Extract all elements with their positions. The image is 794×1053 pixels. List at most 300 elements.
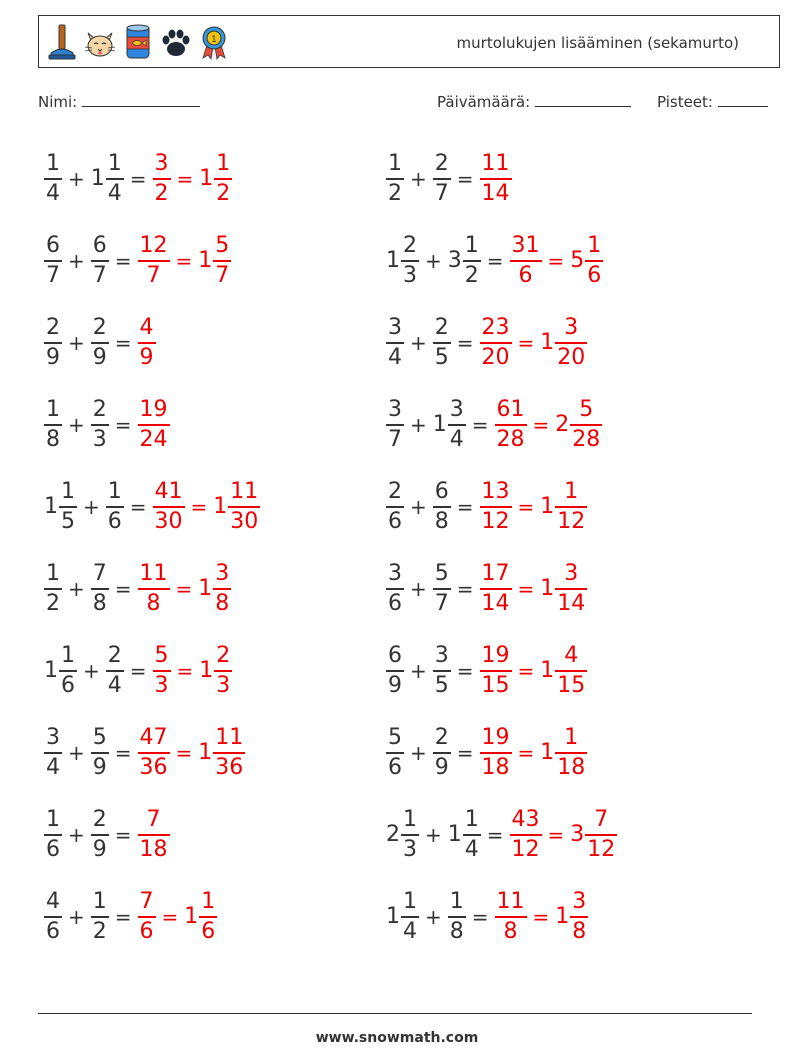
denominator: 18 bbox=[481, 754, 510, 780]
denominator: 2 bbox=[46, 590, 60, 616]
numerator: 19 bbox=[481, 725, 510, 751]
fraction bbox=[44, 891, 62, 942]
fraction bbox=[138, 317, 156, 368]
denominator: 24 bbox=[139, 426, 168, 452]
fraction bbox=[510, 809, 542, 860]
denominator: 8 bbox=[46, 426, 60, 452]
plus-sign: + bbox=[425, 249, 442, 273]
equals-sign: = bbox=[547, 248, 565, 273]
denominator: 6 bbox=[107, 508, 122, 534]
denominator: 9 bbox=[434, 754, 449, 780]
addend bbox=[433, 399, 466, 450]
numerator: 2 bbox=[216, 643, 231, 669]
addend bbox=[91, 563, 109, 614]
fraction bbox=[386, 727, 404, 778]
denominator: 36 bbox=[215, 754, 244, 780]
whole-number: 1 bbox=[555, 904, 570, 930]
addend bbox=[433, 645, 451, 696]
plus-sign: + bbox=[68, 577, 85, 601]
whole-number: 1 bbox=[540, 576, 555, 602]
plunger-icon bbox=[45, 23, 79, 61]
fraction bbox=[214, 153, 232, 204]
denominator: 8 bbox=[215, 590, 230, 616]
denominator: 7 bbox=[92, 262, 107, 288]
addend bbox=[433, 563, 451, 614]
paw-print-icon bbox=[159, 23, 193, 61]
equals-sign: = bbox=[532, 412, 550, 437]
whole-number: 1 bbox=[90, 166, 105, 192]
whole-number: 1 bbox=[540, 330, 555, 356]
mixed-number-answer bbox=[198, 235, 231, 286]
numerator: 5 bbox=[92, 725, 107, 751]
denominator: 30 bbox=[230, 508, 259, 534]
numerator: 1 bbox=[564, 725, 579, 751]
equals-sign: = bbox=[114, 249, 132, 273]
whole-number: 3 bbox=[447, 248, 462, 274]
fraction bbox=[433, 727, 451, 778]
denominator: 6 bbox=[201, 918, 216, 944]
plus-sign: + bbox=[68, 413, 85, 437]
fraction bbox=[44, 563, 62, 614]
denominator: 4 bbox=[46, 180, 60, 206]
problem-row bbox=[44, 548, 260, 630]
equals-sign: = bbox=[129, 495, 147, 519]
fraction bbox=[480, 317, 512, 368]
equals-sign: = bbox=[547, 822, 565, 847]
plus-sign: + bbox=[410, 413, 427, 437]
fraction bbox=[153, 153, 171, 204]
fraction bbox=[386, 481, 404, 532]
mixed-number-answer bbox=[198, 727, 245, 778]
answer bbox=[138, 317, 156, 368]
numerator: 7 bbox=[139, 889, 154, 915]
numerator: 6 bbox=[388, 643, 402, 669]
problem-row bbox=[386, 220, 617, 302]
improper-fraction-answer bbox=[480, 317, 512, 368]
whole-number: 1 bbox=[432, 412, 447, 438]
answer bbox=[138, 809, 170, 860]
equals-sign: = bbox=[114, 331, 132, 355]
fraction bbox=[199, 891, 217, 942]
plus-sign: + bbox=[410, 495, 427, 519]
fraction bbox=[433, 317, 451, 368]
answer bbox=[153, 481, 261, 532]
numerator: 1 bbox=[107, 151, 122, 177]
denominator: 2 bbox=[464, 262, 479, 288]
equals-sign: = bbox=[517, 494, 535, 519]
numerator: 7 bbox=[146, 807, 161, 833]
addend bbox=[386, 235, 419, 286]
denominator: 2 bbox=[216, 180, 231, 206]
fraction bbox=[401, 235, 419, 286]
denominator: 14 bbox=[481, 590, 510, 616]
addend bbox=[91, 727, 109, 778]
denominator: 4 bbox=[107, 180, 122, 206]
denominator: 7 bbox=[388, 426, 402, 452]
problem-row bbox=[386, 384, 617, 466]
numerator: 1 bbox=[46, 397, 60, 423]
denominator: 9 bbox=[92, 836, 107, 862]
problems-right-column bbox=[386, 138, 617, 958]
numerator: 3 bbox=[388, 561, 402, 587]
header-icons bbox=[45, 22, 231, 62]
denominator: 6 bbox=[587, 262, 602, 288]
equals-sign: = bbox=[517, 658, 535, 683]
date-field bbox=[437, 93, 631, 111]
addend bbox=[91, 153, 124, 204]
date-blank[interactable] bbox=[535, 93, 631, 107]
numerator: 11 bbox=[230, 479, 259, 505]
fraction bbox=[59, 645, 77, 696]
plus-sign: + bbox=[68, 823, 85, 847]
fraction bbox=[106, 645, 124, 696]
fraction bbox=[570, 399, 602, 450]
fraction bbox=[495, 399, 527, 450]
equals-sign: = bbox=[176, 166, 194, 191]
denominator: 8 bbox=[572, 918, 587, 944]
denominator: 6 bbox=[518, 262, 533, 288]
fraction bbox=[480, 481, 512, 532]
equals-sign: = bbox=[114, 905, 132, 929]
footer-divider bbox=[38, 1013, 752, 1014]
fraction bbox=[555, 645, 587, 696]
addend bbox=[44, 645, 77, 696]
equals-sign: = bbox=[471, 413, 489, 437]
numerator: 31 bbox=[511, 233, 540, 259]
equals-sign: = bbox=[471, 905, 489, 929]
equals-sign: = bbox=[456, 167, 474, 191]
problem-row bbox=[386, 876, 617, 958]
fraction bbox=[44, 317, 62, 368]
problem-row bbox=[386, 548, 617, 630]
fraction bbox=[386, 399, 404, 450]
whole-number: 1 bbox=[386, 248, 400, 274]
numerator: 3 bbox=[572, 889, 587, 915]
numerator: 19 bbox=[481, 643, 510, 669]
numerator: 3 bbox=[434, 643, 449, 669]
plus-sign: + bbox=[410, 577, 427, 601]
answer bbox=[153, 153, 233, 204]
problem-row bbox=[44, 138, 260, 220]
numerator: 1 bbox=[587, 233, 602, 259]
equals-sign: = bbox=[486, 249, 504, 273]
equals-sign: = bbox=[176, 658, 194, 683]
denominator: 28 bbox=[572, 426, 601, 452]
plus-sign: + bbox=[410, 331, 427, 355]
fraction bbox=[91, 727, 109, 778]
mixed-number-answer bbox=[555, 399, 602, 450]
denominator: 3 bbox=[92, 426, 107, 452]
whole-number: 2 bbox=[386, 822, 400, 848]
improper-fraction-answer bbox=[510, 235, 542, 286]
fraction bbox=[555, 481, 587, 532]
plus-sign: + bbox=[410, 167, 427, 191]
problems-left-column bbox=[44, 138, 260, 958]
numerator: 7 bbox=[92, 561, 107, 587]
fraction bbox=[91, 399, 109, 450]
answer bbox=[480, 153, 512, 204]
whole-number: 1 bbox=[198, 576, 213, 602]
mixed-number-answer bbox=[540, 563, 587, 614]
denominator: 9 bbox=[46, 344, 60, 370]
equals-sign: = bbox=[161, 904, 179, 929]
equals-sign: = bbox=[114, 823, 132, 847]
denominator: 30 bbox=[154, 508, 183, 534]
fish-can-icon bbox=[121, 23, 155, 61]
numerator: 3 bbox=[388, 397, 402, 423]
addend bbox=[91, 317, 109, 368]
fraction bbox=[585, 809, 617, 860]
addend bbox=[433, 153, 451, 204]
denominator: 4 bbox=[403, 918, 417, 944]
denominator: 4 bbox=[46, 754, 60, 780]
numerator: 4 bbox=[139, 315, 154, 341]
whole-number: 3 bbox=[570, 822, 585, 848]
answer bbox=[138, 891, 218, 942]
numerator: 6 bbox=[46, 233, 60, 259]
fraction bbox=[44, 153, 62, 204]
numerator: 1 bbox=[388, 151, 402, 177]
equals-sign: = bbox=[486, 823, 504, 847]
denominator: 6 bbox=[388, 508, 402, 534]
improper-fraction-answer bbox=[138, 399, 170, 450]
numerator: 61 bbox=[496, 397, 525, 423]
addend bbox=[91, 399, 109, 450]
problem-row bbox=[44, 466, 260, 548]
equals-sign: = bbox=[456, 495, 474, 519]
fraction bbox=[448, 891, 466, 942]
problem-row bbox=[44, 220, 260, 302]
denominator: 12 bbox=[587, 836, 616, 862]
answer bbox=[138, 563, 232, 614]
addend bbox=[386, 153, 404, 204]
improper-fraction-answer bbox=[153, 481, 185, 532]
addend bbox=[386, 563, 404, 614]
whole-number: 1 bbox=[199, 658, 214, 684]
numerator: 43 bbox=[511, 807, 540, 833]
answer bbox=[138, 235, 232, 286]
fraction bbox=[44, 809, 62, 860]
problem-row bbox=[44, 876, 260, 958]
worksheet-title: murtolukujen lisääminen (sekamurto) bbox=[456, 34, 739, 52]
problem-row bbox=[44, 384, 260, 466]
numerator: 17 bbox=[481, 561, 510, 587]
improper-fraction-answer bbox=[138, 563, 170, 614]
numerator: 1 bbox=[201, 889, 216, 915]
numerator: 1 bbox=[449, 889, 464, 915]
numerator: 1 bbox=[464, 233, 479, 259]
fraction bbox=[214, 645, 232, 696]
improper-fraction-answer bbox=[495, 891, 527, 942]
answer bbox=[138, 727, 246, 778]
addend bbox=[44, 317, 62, 368]
denominator: 8 bbox=[92, 590, 107, 616]
mixed-number-answer bbox=[540, 317, 587, 368]
worksheet-header bbox=[38, 15, 780, 68]
denominator: 12 bbox=[481, 508, 510, 534]
improper-fraction-answer bbox=[138, 809, 170, 860]
mixed-number-answer bbox=[184, 891, 217, 942]
numerator: 19 bbox=[139, 397, 168, 423]
equals-sign: = bbox=[456, 659, 474, 683]
mixed-number-answer bbox=[570, 809, 617, 860]
name-label: Nimi: bbox=[38, 93, 78, 111]
fraction bbox=[510, 235, 542, 286]
equals-sign: = bbox=[175, 740, 193, 765]
fraction bbox=[91, 317, 109, 368]
equals-sign: = bbox=[129, 167, 147, 191]
fraction bbox=[44, 235, 62, 286]
denominator: 5 bbox=[434, 672, 449, 698]
denominator: 6 bbox=[46, 918, 60, 944]
problem-row bbox=[386, 302, 617, 384]
numerator: 23 bbox=[481, 315, 510, 341]
plus-sign: + bbox=[410, 741, 427, 765]
equals-sign: = bbox=[129, 659, 147, 683]
whole-number: 1 bbox=[540, 658, 555, 684]
numerator: 1 bbox=[61, 643, 75, 669]
denominator: 2 bbox=[92, 918, 107, 944]
fraction bbox=[448, 399, 466, 450]
numerator: 12 bbox=[139, 233, 168, 259]
addend bbox=[106, 481, 124, 532]
fraction bbox=[106, 153, 124, 204]
mixed-number-answer bbox=[213, 481, 260, 532]
denominator: 8 bbox=[449, 918, 464, 944]
fraction bbox=[91, 563, 109, 614]
numerator: 3 bbox=[154, 151, 169, 177]
numerator: 7 bbox=[594, 807, 609, 833]
improper-fraction-answer bbox=[138, 727, 170, 778]
numerator: 1 bbox=[46, 151, 60, 177]
improper-fraction-answer bbox=[480, 481, 512, 532]
fraction bbox=[138, 809, 170, 860]
numerator: 2 bbox=[46, 315, 60, 341]
denominator: 3 bbox=[154, 672, 169, 698]
name-blank[interactable] bbox=[82, 93, 200, 107]
numerator: 2 bbox=[403, 233, 417, 259]
numerator: 5 bbox=[579, 397, 594, 423]
fraction bbox=[91, 235, 109, 286]
answer bbox=[153, 645, 233, 696]
plus-sign: + bbox=[425, 905, 442, 929]
denominator: 7 bbox=[434, 590, 449, 616]
answer bbox=[480, 481, 588, 532]
denominator: 4 bbox=[464, 836, 479, 862]
whole-number: 1 bbox=[447, 822, 462, 848]
whole-number: 1 bbox=[540, 494, 555, 520]
fraction bbox=[138, 235, 170, 286]
numerator: 2 bbox=[92, 397, 107, 423]
plus-sign: + bbox=[68, 331, 85, 355]
equals-sign: = bbox=[114, 413, 132, 437]
plus-sign: + bbox=[410, 659, 427, 683]
addend bbox=[448, 809, 481, 860]
score-field bbox=[657, 93, 768, 111]
denominator: 12 bbox=[511, 836, 540, 862]
addend bbox=[44, 891, 62, 942]
denominator: 7 bbox=[146, 262, 161, 288]
fraction bbox=[555, 317, 587, 368]
plus-sign: + bbox=[68, 905, 85, 929]
denominator: 6 bbox=[388, 754, 402, 780]
fraction bbox=[59, 481, 77, 532]
fraction bbox=[433, 153, 451, 204]
denominator: 6 bbox=[388, 590, 402, 616]
addend bbox=[44, 399, 62, 450]
fraction bbox=[106, 481, 124, 532]
whole-number: 1 bbox=[198, 248, 213, 274]
addend bbox=[44, 481, 77, 532]
numerator: 1 bbox=[403, 889, 417, 915]
equals-sign: = bbox=[175, 248, 193, 273]
answer bbox=[510, 235, 604, 286]
numerator: 5 bbox=[434, 561, 449, 587]
numerator: 2 bbox=[434, 725, 449, 751]
score-blank[interactable] bbox=[718, 93, 768, 107]
numerator: 11 bbox=[215, 725, 244, 751]
whole-number: 1 bbox=[184, 904, 199, 930]
whole-number: 1 bbox=[198, 740, 213, 766]
addend bbox=[433, 481, 451, 532]
fraction bbox=[480, 153, 512, 204]
fraction bbox=[44, 399, 62, 450]
equals-sign: = bbox=[114, 577, 132, 601]
fraction bbox=[44, 727, 62, 778]
numerator: 11 bbox=[139, 561, 168, 587]
equals-sign: = bbox=[175, 576, 193, 601]
addend bbox=[386, 809, 419, 860]
answer bbox=[480, 727, 588, 778]
fraction bbox=[401, 809, 419, 860]
denominator: 4 bbox=[449, 426, 464, 452]
problem-row bbox=[44, 794, 260, 876]
addend bbox=[433, 317, 451, 368]
denominator: 14 bbox=[481, 180, 510, 206]
numerator: 3 bbox=[564, 315, 579, 341]
improper-fraction-answer bbox=[480, 153, 512, 204]
fraction bbox=[555, 727, 587, 778]
mixed-number-answer bbox=[555, 891, 588, 942]
plus-sign: + bbox=[425, 823, 442, 847]
numerator: 2 bbox=[434, 151, 449, 177]
fraction bbox=[495, 891, 527, 942]
improper-fraction-answer bbox=[480, 727, 512, 778]
denominator: 6 bbox=[61, 672, 75, 698]
improper-fraction-answer bbox=[495, 399, 527, 450]
equals-sign: = bbox=[114, 741, 132, 765]
numerator: 5 bbox=[215, 233, 230, 259]
mixed-number-answer bbox=[199, 645, 232, 696]
denominator: 4 bbox=[388, 344, 402, 370]
equals-sign: = bbox=[517, 740, 535, 765]
fraction bbox=[386, 153, 404, 204]
improper-fraction-answer bbox=[480, 563, 512, 614]
problem-row bbox=[386, 712, 617, 794]
fraction bbox=[570, 891, 588, 942]
answer bbox=[480, 317, 588, 368]
improper-fraction-answer bbox=[138, 317, 156, 368]
denominator: 20 bbox=[481, 344, 510, 370]
equals-sign: = bbox=[517, 330, 535, 355]
whole-number: 1 bbox=[540, 740, 555, 766]
whole-number: 1 bbox=[44, 494, 58, 520]
fraction bbox=[213, 563, 231, 614]
improper-fraction-answer bbox=[480, 645, 512, 696]
denominator: 18 bbox=[139, 836, 168, 862]
denominator: 15 bbox=[481, 672, 510, 698]
numerator: 2 bbox=[388, 479, 402, 505]
